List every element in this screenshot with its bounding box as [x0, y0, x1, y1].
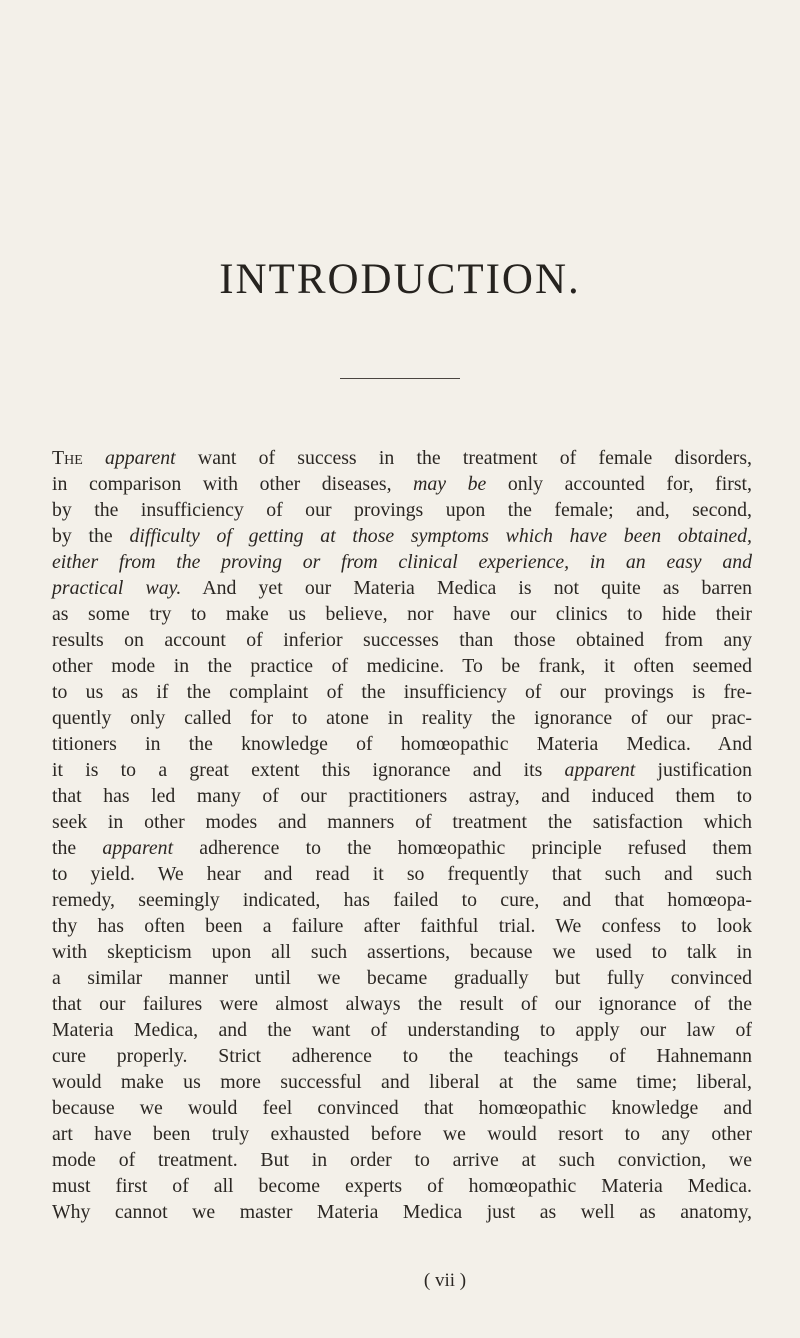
text-line: in comparison with other diseases, may be only accounted for, first,: [52, 473, 752, 495]
text-line: with skepticism upon all such assertions, because we used to talk in: [52, 941, 752, 963]
text-line: Materia Medica, and the want of understanding to apply our law of: [52, 1019, 752, 1041]
text-line: the apparent adherence to the homœopathic principle refused them: [52, 837, 752, 859]
text-line: would make us more successful and liberal at the same time; liberal,: [52, 1071, 752, 1093]
text-line: either from the proving or from clinical experience, in an easy and: [52, 551, 752, 573]
text-line: thy has often been a failure after faithful trial. We confess to look: [52, 915, 752, 937]
text-line: seek in other modes and manners of treatment the satisfaction which: [52, 811, 752, 833]
text-line: art have been truly exhausted before we would resort to any other: [52, 1123, 752, 1145]
text-line: quently only called for to atone in reality the ignorance of our prac-: [52, 707, 752, 729]
text-line: that our failures were almost always the result of our ignorance of the: [52, 993, 752, 1015]
text-line: other mode in the practice of medicine. To be frank, it often seemed: [52, 655, 752, 677]
text-line: must first of all become experts of homœopathic Materia Medica.: [52, 1175, 752, 1197]
text-line: remedy, seemingly indicated, has failed to cure, and that homœopa-: [52, 889, 752, 911]
text-line: as some try to make us believe, nor have our clinics to hide their: [52, 603, 752, 625]
text-line: practical way. And yet our Materia Medica is not quite as barren: [52, 577, 752, 599]
text-line: cure properly. Strict adherence to the teachings of Hahnemann: [52, 1045, 752, 1067]
text-line: to yield. We hear and read it so frequently that such and such: [52, 863, 752, 885]
title-rule-divider: [340, 378, 460, 379]
page-number: ( vii ): [423, 1270, 467, 1291]
text-line: because we would feel convinced that homœopathic knowledge and: [52, 1097, 752, 1119]
text-line: results on account of inferior successes than those obtained from any: [52, 629, 752, 651]
text-line: Why cannot we master Materia Medica just as well as anatomy,: [52, 1201, 752, 1223]
text-line: by the difficulty of getting at those symptoms which have been obtained,: [52, 525, 753, 547]
text-line: titioners in the knowledge of homœopathic Materia Medica. And: [52, 733, 752, 755]
text-line: that has led many of our practitioners astray, and induced them to: [52, 785, 752, 807]
text-line: mode of treatment. But in order to arrive at such conviction, we: [52, 1149, 752, 1171]
text-line: by the insufficiency of our provings upon the female; and, second,: [52, 499, 752, 521]
text-line: a similar manner until we became gradually but fully convinced: [52, 967, 752, 989]
text-line: to us as if the complaint of the insufficiency of our provings is fre-: [52, 681, 752, 703]
page-title: INTRODUCTION.: [219, 256, 581, 303]
text-line: it is to a great extent this ignorance and its apparent justification: [52, 759, 752, 781]
introduction-paragraph: [52, 445, 752, 1225]
text-line: The apparent want of success in the treatment of female disorders,: [52, 447, 752, 469]
